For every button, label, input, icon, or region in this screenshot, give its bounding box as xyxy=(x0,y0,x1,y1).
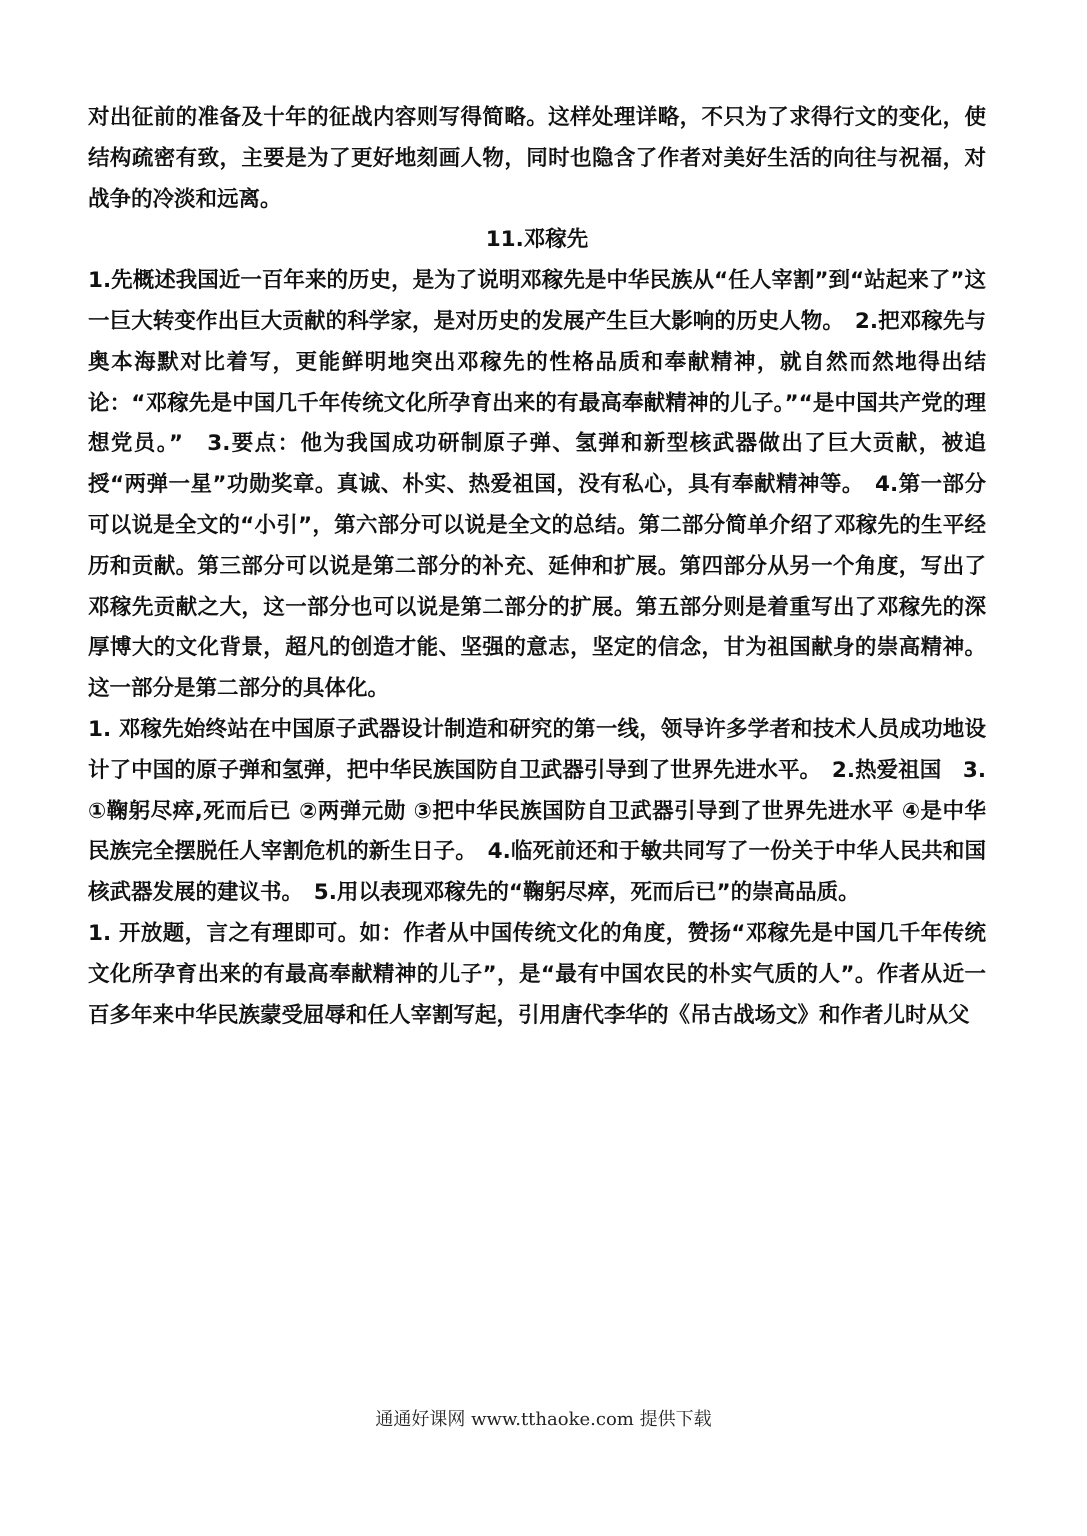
paragraph-intro: 对出征前的准备及十年的征战内容则写得简略。这样处理详略，不只为了求得行文的变化，使结构疏密有致，主要是为了更好地刻画人物，同时也隐含了作者对美好生活的向往与祝福，对战争的冷淡和远离。 xyxy=(88,105,986,212)
page-footer: 通通好课网 www.tthaoke.com 提供下载 xyxy=(375,1409,712,1430)
document-body xyxy=(88,98,986,1036)
paragraph-answers-3: 1. 开放题，言之有理即可。如：作者从中国传统文化的角度，赞扬“邓稼先是中国几千年传统文化所孕育出来的有最高奉献精神的儿子”，是“最有中国农民的朴实气质的人”。作者从近一百多年来中华民族蒙受屈辱和任人宰割写起，引用唐代李华的《吊古战场文》和作者儿时从父 xyxy=(88,920,986,1028)
section-title: 11.邓稼先 xyxy=(485,227,589,253)
paragraph-answers-2: 1. 邓稼先始终站在中国原子武器设计制造和研究的第一线，领导许多学者和技术人员成功地设计了中国的原子弹和氢弹，把中华民族国防自卫武器引导到了世界先进水平。 2.热爱祖国 3. ①鞠躬尽瘁,死而后已 ②两弹元勋 ③把中华民族国防自卫武器引导到了世界先进水平 ④是中华民族完全摆脱任人宰割危机的新生日子。 4.临死前还和于敏共同写了一份关于中华人民共和国核武器发展的建议书。 5.用以表现邓稼先的“鞠躬尽瘁，死而后已”的崇高品质。 xyxy=(88,716,986,906)
paragraph-answers-1: 1.先概述我国近一百年来的历史，是为了说明邓稼先是中华民族从“任人宰割”到“站起来了”这一巨大转变作出巨大贡献的科学家，是对历史的发展产生巨大影响的历史人物。 2.把邓稼先与奥本海默对比着写，更能鲜明地突出邓稼先的性格品质和奉献精神，就自然而然地得出结论：“邓稼先是中国几千年传统文化所孕育出来的有最高奉献精神的儿子。”“是中国共产党的理想党员。” 3.要点：他为我国成功研制原子弹、氢弹和新型核武器做出了巨大贡献，被追授“两弹一星”功勋奖章。真诚、朴实、热爱祖国，没有私心，具有奉献精神等。 4.第一部分可以说是全文的“小引”，第六部分可以说是全文的总结。第二部分简单介绍了邓稼先的生平经历和贡献。第三部分可以说是第二部分的补充、延伸和扩展。第四部分从另一个角度，写出了邓稼先贡献之大，这一部分也可以说是第二部分的扩展。第五部分则是着重写出了邓稼先的深厚博大的文化背景，超凡的创造才能、坚强的意志，坚定的信念，甘为祖国献身的崇高精神。这一部分是第二部分的具体化。 xyxy=(88,268,986,702)
